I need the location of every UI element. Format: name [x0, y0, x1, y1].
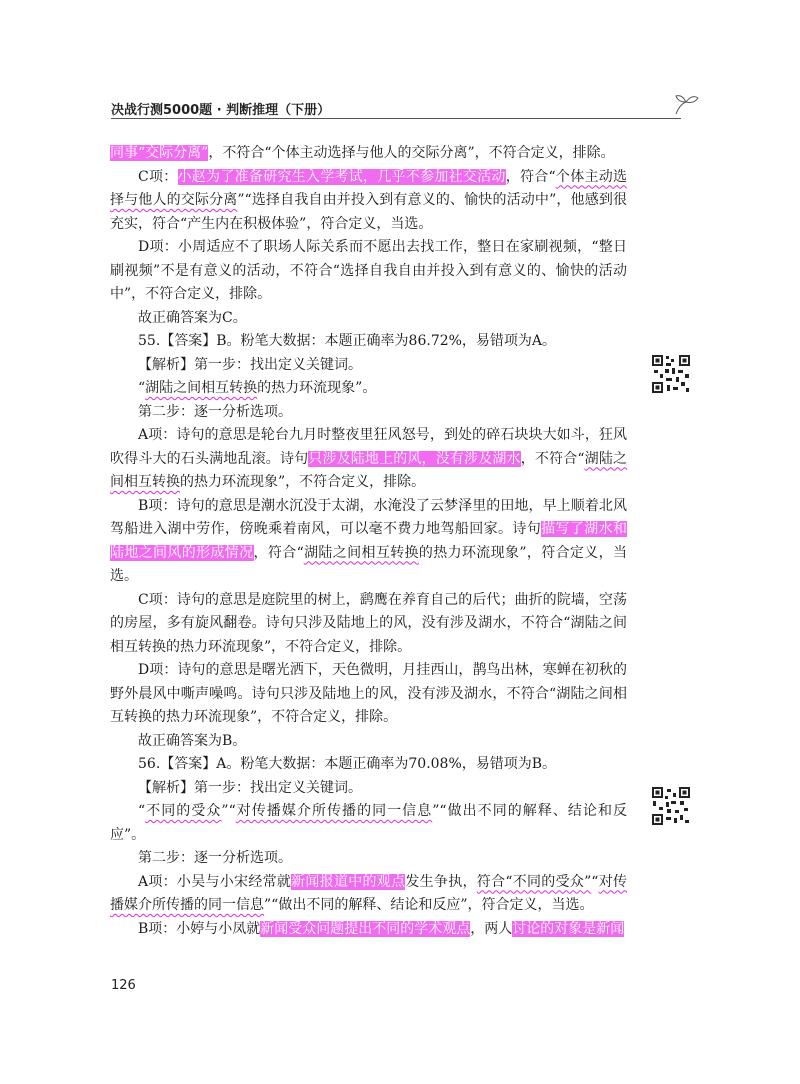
- text: ”“做出不同的解释、结论和反应”，符合定义，当选。: [264, 897, 594, 913]
- highlight: 只涉及陆地上的风，没有涉及湖水: [308, 450, 521, 467]
- analysis-line: 【解析】第一步：找出定义关键词。: [138, 356, 362, 373]
- text: 的热力环流现象”，不符合定义，排除。: [180, 474, 426, 490]
- paragraph: D项：诗句的意思是曙光洒下，天色微明，月挂西山，鹊鸟出林，寒蝉在初秋的野外晨风中嘶声噪鸣。诗句只涉及陆地上的风，没有涉及湖水，不符合“湖陆之间相互转换的热力环流现象”，不符合定义，排除。: [110, 662, 627, 725]
- page-body: [110, 142, 627, 941]
- question-head: 55.【答案】B。粉笔大数据：本题正确率为86.72%，易错项为A。: [138, 333, 557, 349]
- paragraph: D项：小周适应不了职场人际关系而不愿出去找工作，整日在家刷视频，“整日刷视频”不是有意义的活动，不符合“选择自我自由并投入到有意义的、愉快的活动中”，不符合定义，排除。: [110, 239, 627, 302]
- text: C项：: [138, 168, 178, 185]
- highlight: 同事“交际分离”: [110, 145, 209, 161]
- paragraph: [110, 424, 627, 495]
- qr-code-icon[interactable]: [651, 786, 691, 826]
- sprout-icon: [672, 92, 700, 116]
- text: “: [138, 380, 146, 396]
- text: “: [138, 803, 146, 819]
- qr-code-icon[interactable]: [651, 354, 691, 394]
- paragraph: [110, 142, 627, 166]
- wavy-underline: 湖陆之间相互转换: [303, 544, 419, 561]
- step-line: 第二步：逐一分析选项。: [138, 850, 292, 866]
- text: 的热力环流现象”。: [257, 380, 377, 396]
- header-rule: [111, 118, 681, 119]
- highlight: 新闻报道中的观点: [291, 873, 406, 890]
- paragraph: [110, 495, 627, 589]
- page-number: 126: [111, 978, 136, 993]
- text: ，两人: [470, 920, 513, 937]
- wavy-underline: 个体主动选择与他人的交际分离: [110, 168, 627, 208]
- text: ”“选择自我自由并投入到有意义的、愉快的活动中”，他感到很充实，符合“产生内在积极体验”，符合定义，当选。: [110, 192, 627, 232]
- text: ”“做出不同的解释、结论和反应”。: [110, 803, 628, 843]
- paragraph: [110, 918, 627, 942]
- paragraph: C项：诗句的意思是庭院里的树上，鹞鹰在养育自己的后代；曲折的院墙，空荡的房屋，多有旋风翻卷。诗句只涉及陆地上的风，没有涉及湖水，不符合“湖陆之间相互转换的热力环流现象”，不符合定义，排除。: [110, 591, 627, 655]
- question-head: 56.【答案】A。粉笔大数据：本题正确率为70.08%，易错项为B。: [138, 756, 557, 772]
- wavy-underline: 对传播媒介所传播的同一信息: [235, 803, 433, 819]
- answer-line: 故正确答案为B。: [138, 732, 247, 749]
- step-line: 第二步：逐一分析选项。: [138, 403, 292, 420]
- wavy-underline: 对传播媒介所传播的同一信息: [110, 873, 628, 913]
- text: ，符合“: [253, 544, 304, 561]
- highlight: 小赵为了准备研究生入学考试，几乎不参加社交活动: [177, 168, 506, 185]
- text: 发生争执，: [405, 873, 477, 890]
- text: ”“: [221, 803, 236, 819]
- text: ，不符合“个体主动选择与他人的交际分离”，不符合定义，排除。: [208, 145, 615, 161]
- text: A项：诗句的意思是轮台九月时整夜里狂风怒号，到处的碎石块块大如斗，狂风吹得斗大的石头满地乱滚。诗句: [110, 427, 627, 467]
- keyword-line: [110, 800, 627, 847]
- wavy-underline: 湖陆之间相互转换: [110, 450, 628, 490]
- text: ，不符合“: [520, 450, 585, 467]
- highlight: 新闻受众问题提出不同的学术观点: [260, 920, 471, 937]
- keyword-line: [110, 377, 627, 401]
- highlight: 描写了湖水和陆地之间风的形成情况: [110, 521, 627, 561]
- text: A项：小吴与小宋经常就: [138, 873, 292, 890]
- paragraph: [110, 166, 627, 237]
- wavy-underline: 湖陆之间相互转换: [145, 380, 258, 396]
- wavy-underline: 符合“不同的受众”: [476, 873, 592, 890]
- text: “: [591, 873, 599, 890]
- text: ，符合“: [505, 168, 556, 185]
- highlight: 讨论的对象是新闻: [512, 920, 625, 937]
- answer-line: 故正确答案为C。: [138, 309, 247, 326]
- text: B项：小婷与小凤就: [138, 920, 261, 937]
- paragraph: [110, 871, 627, 918]
- text: 的热力环流现象”，符合定义，当选。: [110, 544, 627, 584]
- running-header-title: 决战行测5000题 · 判断推理（下册）: [111, 103, 331, 118]
- analysis-line: 【解析】第一步：找出定义关键词。: [138, 779, 362, 796]
- wavy-underline: 不同的受众: [145, 803, 222, 819]
- text: B项：诗句的意思是潮水沉没于太湖，水淹没了云梦泽里的田地，早上顺着北风驾船进入湖中劳作，傍晚乘着南风，可以毫不费力地驾船回家。诗句: [110, 497, 627, 537]
